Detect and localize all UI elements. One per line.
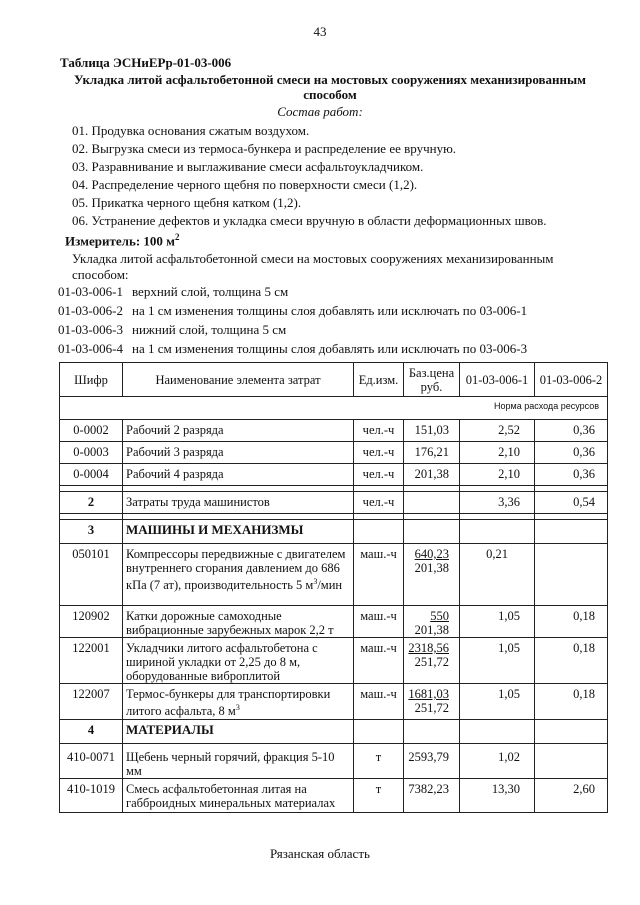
cell-price: 1681,03 251,72 [404,684,460,720]
norma-label: Норма расхода ресурсов [60,397,608,420]
section-row [60,720,608,744]
header-code: Шифр [60,363,123,397]
header-price: Баз.цена руб. [404,363,460,397]
cell-unit: маш.-ч [354,544,404,606]
table-row [60,492,608,514]
works-item: 05. Прикатка черного щебня катком (1,2). [72,195,302,210]
cell-code: 050101 [60,544,123,606]
cell-value-2: 0,18 [535,606,608,638]
table-title: Таблица ЭСНиЕРр-01-03-006 [60,55,232,70]
cell-value-2: 0,36 [535,420,608,442]
cell-unit: т [354,744,404,779]
table-row [60,420,608,442]
cell-price: 640,23 201,38 [404,544,460,606]
cell-price [404,492,460,514]
cell-value-2: 0,18 [535,684,608,720]
header-name: Наименование элемента затрат [123,363,354,397]
cell-value-1: 13,30 [460,779,535,813]
norm-code-text: нижний слой, толщина 5 см [132,322,287,337]
cell-value-2 [535,744,608,779]
norm-code-row [58,282,527,301]
norm-codes-list [58,282,527,358]
norm-code: 01-03-006-3 [58,322,123,337]
norm-code-text: на 1 см изменения толщины слоя добавлять или исключать по 03-006-3 [132,341,528,356]
cell-value-1: 1,05 [460,638,535,684]
cell-name: Рабочий 3 разряда [123,442,354,464]
cell-unit: т [354,779,404,813]
cell-unit: маш.-ч [354,638,404,684]
cell-value-1: 2,10 [460,464,535,486]
cell-name: Рабочий 4 разряда [123,464,354,486]
cell-code: 122001 [60,638,123,684]
norma-row [60,397,608,420]
cell-unit: чел.-ч [354,442,404,464]
works-label: Состав работ: [277,104,363,119]
cell-name: Компрессоры передвижные с двигателем внутреннего сгорания давлением до 686 кПа (7 ат), производительность 5 $м^3$/мин [123,544,354,606]
norm-code-row [58,339,527,358]
cell-value-1: 1,02 [460,744,535,779]
cell-value-2: 0,18 [535,638,608,684]
norm-code: 01-03-006-4 [58,341,123,356]
header-unit: Ед.изм. [354,363,404,397]
norm-code: 01-03-006-1 [58,284,123,299]
cell-code: 0-0002 [60,420,123,442]
section-code: 4 [60,720,123,744]
cell-code: 0-0003 [60,442,123,464]
cell-name: Смесь асфальтобетонная литая на габброидных минеральных материалах [123,779,354,813]
table-row [60,442,608,464]
cell-name: Термос-бункеры для транспортировки литого асфальта, 8 $м^3$ [123,684,354,720]
cell-unit: чел.-ч [354,464,404,486]
cell-code: 410-0071 [60,744,123,779]
cell-code: 122007 [60,684,123,720]
cell-name: Щебень черный горячий, фракция 5-10 мм [123,744,354,779]
norm-code-row [58,301,527,320]
works-item: 02. Выгрузка смеси из термоса-бункера и распределение ее вручную. [72,141,457,156]
cell-value-1: 0,21 [460,544,535,606]
section-name: МАТЕРИАЛЫ [123,720,354,744]
cell-value-2 [535,544,608,606]
cell-price: 151,03 [404,420,460,442]
cell-unit: чел.-ч [354,420,404,442]
page-footer: Рязанская область [270,846,370,861]
works-item: 04. Распределение черного щебня по поверхности смеси (1,2). [72,177,418,192]
works-item: 06. Устранение дефектов и укладка смеси вручную в области деформационных швов. [72,213,547,228]
table-header-row [60,363,608,397]
cell-code: 2 [60,492,123,514]
table-row [60,779,608,813]
cell-price: 7382,23 [404,779,460,813]
cell-name: Катки дорожные самоходные вибрационные зарубежных марок 2,2 т [123,606,354,638]
cell-price: 2318,56 251,72 [404,638,460,684]
cell-code: 410-1019 [60,779,123,813]
cell-value-1: 3,36 [460,492,535,514]
table-row [60,464,608,486]
section-code: 3 [60,520,123,544]
table-row [60,744,608,779]
section-heading: Укладка литой асфальтобетонной смеси на мостовых сооружениях механизированным способом [73,72,587,102]
cell-value-1: 2,52 [460,420,535,442]
table-row [60,606,608,638]
cell-price: 176,21 [404,442,460,464]
cell-value-2: 0,36 [535,464,608,486]
resource-table [59,362,608,813]
cell-code: 120902 [60,606,123,638]
norm-code-row [58,320,527,339]
table-row [60,544,608,606]
cell-unit: чел.-ч [354,492,404,514]
cell-value-2: 0,36 [535,442,608,464]
cell-value-1: 1,05 [460,684,535,720]
header-col2: 01-03-006-2 [535,363,608,397]
header-col1: 01-03-006-1 [460,363,535,397]
works-item: 01. Продувка основания сжатым воздухом. [72,123,310,138]
table-row [60,684,608,720]
norm-code: 01-03-006-2 [58,303,123,318]
section-row [60,520,608,544]
norm-code-text: верхний слой, толщина 5 см [132,284,289,299]
works-item: 03. Разравнивание и выглаживание смеси асфальтоукладчиком. [72,159,424,174]
measure-unit: Измеритель: 100 $м^2$ [65,232,180,249]
cell-name: Затраты труда машинистов [123,492,354,514]
cell-value-1: 2,10 [460,442,535,464]
cell-code: 0-0004 [60,464,123,486]
norm-code-text: на 1 см изменения толщины слоя добавлять или исключать по 03-006-1 [132,303,528,318]
cell-price: 201,38 [404,464,460,486]
cell-unit: маш.-ч [354,684,404,720]
cell-value-1: 1,05 [460,606,535,638]
section-name: МАШИНЫ И МЕХАНИЗМЫ [123,520,354,544]
cell-price: 550 201,38 [404,606,460,638]
cell-unit: маш.-ч [354,606,404,638]
cell-value-2: 0,54 [535,492,608,514]
cell-name: Рабочий 2 разряда [123,420,354,442]
cell-value-2: 2,60 [535,779,608,813]
table-row [60,638,608,684]
page-number: 43 [313,24,327,39]
cell-name: Укладчики литого асфальтобетона с шириной укладки от 2,25 до 8 м, оборудованные виброплитой [123,638,354,684]
works-list [72,122,547,230]
norm-description: Укладка литой асфальтобетонной смеси на мостовых сооружениях механизированным способом: [72,251,554,282]
cell-price: 2593,79 [404,744,460,779]
